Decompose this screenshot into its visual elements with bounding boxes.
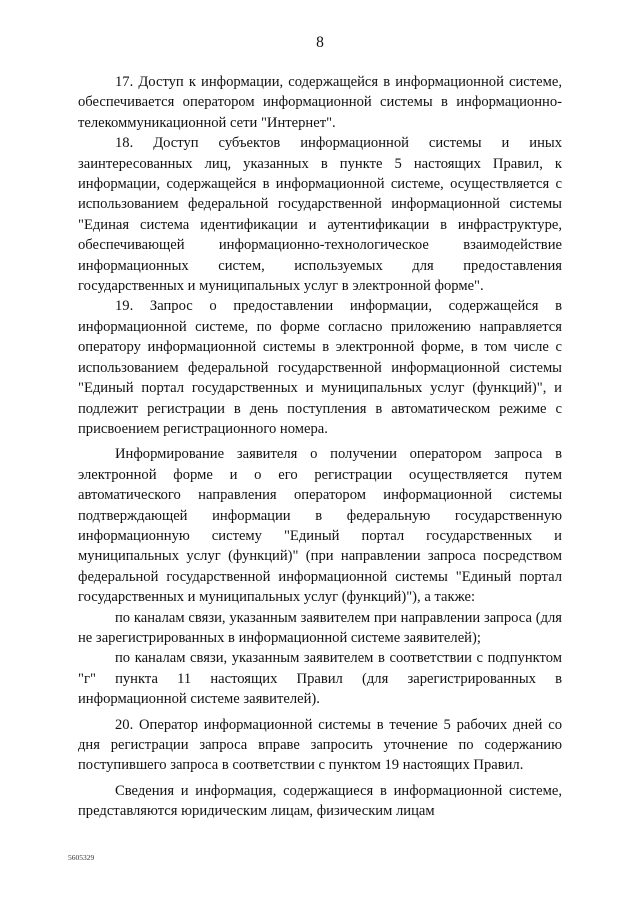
paragraph-informing-applicant: Информирование заявителя о получении оператором запроса в электронной форме и о его регистрации осуществляется путем автоматического направления оператором информационной системы подтверждающей информации в федеральную государственную информационную систему "Единый портал государственных и муниципальных услуг (функций)" (при направлении запроса посредством федеральной государственной информационной системы "Единый портал государственных и муниципальных услуг (функций)"), а также: (78, 446, 562, 606)
paragraph-channel-unregistered: по каналам связи, указанным заявителем при направлении запроса (для не зарегистрированных в информационной системе заявителей); (78, 609, 562, 646)
page-number: 8 (316, 34, 324, 51)
paragraph-information-provision: Сведения и информация, содержащиеся в информационной системе, представляются юридическим лицам, физическим лицам (78, 782, 562, 820)
paragraph-19: 19. Запрос о предоставлении информации, содержащейся в информационной системе, по форме согласно приложению направляется оператору информационной системы в электронной форме, в том числе с использованием федеральной государственной информационной системы "Единый портал государственных и муниципальных услуг (функций)", и подлежит регистрации в день поступления в автоматическом режиме с присвоением регистрационного номера. (78, 298, 562, 437)
document-body (78, 72, 562, 822)
paragraph-channel-registered: по каналам связи, указанным заявителем в соответствии с подпунктом "г" пункта 11 настоящих Правил (для зарегистрированных в информационной системе заявителей). (78, 650, 562, 708)
paragraph-18: 18. Доступ субъектов информационной системы и иных заинтересованных лиц, указанных в пункте 5 настоящих Правил, к информации, содержащейся в информационной системе, осуществляется с использованием федеральной государственной информационной системы "Единая система идентификации и аутентификации в инфраструктуре, обеспечивающей информационно-технологическое взаимодействие информационных систем, используемых для предоставления государственных и муниципальных услуг в электронной форме". (78, 135, 562, 295)
document-code: 5605329 (68, 853, 95, 862)
paragraph-17: 17. Доступ к информации, содержащейся в информационной системе, обеспечивается оператором информационной системы в информационно-телекоммуникационной сети "Интернет". (78, 74, 562, 131)
paragraph-20: 20. Оператор информационной системы в течение 5 рабочих дней со дня регистрации запроса вправе запросить уточнение по содержанию поступившего запроса в соответствии с пунктом 19 настоящих Правил. (78, 716, 562, 774)
